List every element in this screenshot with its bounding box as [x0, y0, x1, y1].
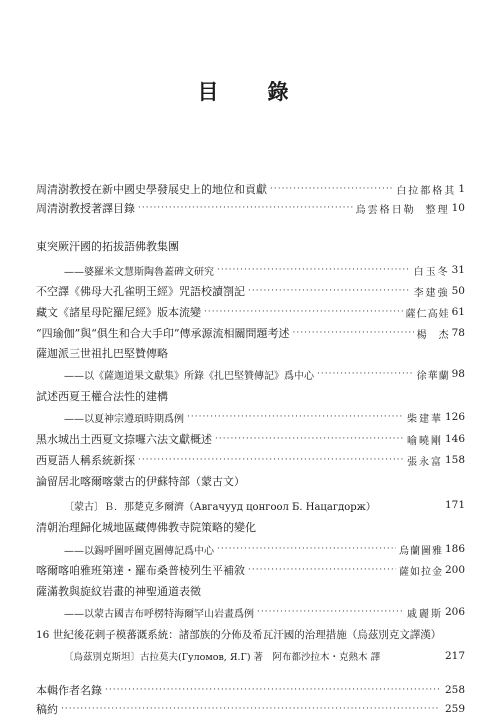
- leader-dots: [204, 304, 403, 320]
- toc-entry-subtitle[interactable]: [36, 648, 465, 664]
- page-title: 目 錄: [197, 79, 303, 104]
- entry-subtitle: ——以錫呼圖呼圖克圖傳記爲中心: [64, 545, 214, 557]
- entry-page: 126: [444, 411, 465, 423]
- leader-dots: [61, 701, 440, 717]
- entry-title: 黑水城出土西夏文捺囉六法文獻概述: [36, 433, 212, 446]
- entry-role: 整理: [425, 204, 450, 216]
- toc-entry-heading[interactable]: [36, 345, 465, 361]
- entry-page: 50: [451, 285, 465, 297]
- leader-dots: [293, 325, 414, 341]
- leader-dots: [270, 181, 393, 197]
- toc-entry-subtitle[interactable]: [36, 409, 465, 425]
- entry-title: 喀爾喀咱雅班第達・羅布桑普棱列生平補敘: [36, 564, 245, 577]
- entry-page: 217: [444, 650, 465, 662]
- toc-entry-subtitle[interactable]: [36, 262, 465, 278]
- entry-subtitle: 〔蒙古〕Ｂ．那楚克多爾濟（Авгачууд цонгоол Б. Нацагдорж）: [64, 501, 376, 513]
- entry-author: 喻曉剛: [406, 435, 443, 447]
- entry-page: 10: [451, 202, 465, 214]
- toc-entry-heading[interactable]: [36, 473, 465, 489]
- toc-entry-subtitle[interactable]: [36, 604, 465, 620]
- toc-entry-contributors[interactable]: [36, 682, 465, 698]
- entry-title: 周清澍教授著譯目錄: [36, 202, 135, 215]
- toc-entry-heading[interactable]: [36, 388, 465, 404]
- entry-author: 白拉都格其: [396, 185, 457, 197]
- toc-entry-heading[interactable]: [36, 626, 465, 642]
- leader-dots: [138, 200, 353, 216]
- entry-title: 清朝治理歸化城地區藏傳佛教寺院策略的變化: [36, 521, 256, 534]
- entry-title: 論留居北喀爾喀蒙古的伊蘇特部（蒙古文）: [36, 475, 245, 488]
- toc-entry[interactable]: [36, 452, 465, 468]
- entry-author: 柴建華: [406, 413, 443, 425]
- toc-entry-heading[interactable]: [36, 238, 465, 254]
- entry-author: 李建強: [413, 287, 450, 299]
- entry-author: 楊 杰: [416, 329, 450, 341]
- entry-page: 1: [458, 183, 465, 195]
- entry-author: 白玉冬: [413, 266, 450, 278]
- entry-author: 張永富: [406, 456, 443, 468]
- entry-author: 烏蘭圖雅: [398, 545, 443, 557]
- entry-title: 薩迦派三世祖扎巴堅贊傳略: [36, 347, 168, 360]
- toc-entry[interactable]: [36, 325, 465, 341]
- entry-page: 146: [444, 433, 465, 445]
- entry-title: 藏文《諸星母陀羅尼經》版本流變: [36, 306, 201, 319]
- toc-entry-submission[interactable]: [36, 701, 465, 717]
- entry-page: 258: [444, 684, 465, 696]
- entry-title: 薩滿教與旋紋岩畫的神聖通道表徵: [36, 585, 201, 598]
- entry-subtitle: ——婆羅米文慧斯陶魯蓋碑文研究: [64, 266, 214, 278]
- entry-title: 16 世紀後花剌子模蕃溉系統：諸部族的分佈及希瓦汗國的治理措施（烏茲別克文譯漢）: [36, 628, 442, 641]
- leader-dots: [105, 682, 440, 698]
- leader-dots: [317, 366, 414, 382]
- entry-title: 西夏語人稱系統新探: [36, 454, 135, 467]
- entry-page: 200: [444, 564, 465, 576]
- entry-author: 烏雲格日勒: [355, 204, 416, 216]
- entry-page: 158: [444, 454, 465, 466]
- toc-entry[interactable]: [36, 283, 465, 299]
- entry-page: 61: [451, 306, 465, 318]
- entry-title: 試述西夏王權合法性的建構: [36, 390, 168, 403]
- entry-page: 78: [451, 327, 465, 339]
- toc-entry-tribute[interactable]: [36, 181, 465, 197]
- entry-title: 稿約: [36, 703, 58, 716]
- toc-entry[interactable]: [36, 304, 465, 320]
- toc-entry-subtitle[interactable]: [36, 541, 465, 557]
- entry-author: 薩如拉金: [398, 566, 443, 578]
- entry-page: 31: [451, 264, 465, 276]
- entry-title: 本輯作者名錄: [36, 684, 102, 697]
- toc-entry-bibliography[interactable]: [36, 200, 465, 216]
- entry-subtitle: 〔烏茲別克斯坦〕古拉莫夫(Гуломов, Я.Г) 著 阿布都沙拉木・克熱木 譯: [64, 652, 381, 663]
- entry-author: 薩仁高娃: [405, 308, 450, 320]
- entry-subtitle: ——以蒙古國吉布呼楞特海爾罕山岩畫爲例: [64, 608, 254, 620]
- toc-entry[interactable]: [36, 431, 465, 447]
- leader-dots: [217, 541, 396, 557]
- leader-dots: [138, 452, 404, 468]
- toc-entry-subtitle[interactable]: [36, 366, 465, 382]
- leader-dots: [257, 604, 404, 620]
- entry-author: 戚麗斯: [406, 608, 443, 620]
- leader-dots: [248, 562, 396, 578]
- leader-dots: [215, 431, 404, 447]
- toc-entry-heading[interactable]: [36, 519, 465, 535]
- entry-page: 186: [444, 543, 465, 555]
- entry-page: 206: [444, 606, 465, 618]
- toc-entry-heading[interactable]: [36, 583, 465, 599]
- entry-page: 98: [451, 368, 465, 380]
- entry-page: 259: [444, 703, 465, 715]
- leader-dots: [187, 409, 404, 425]
- entry-title: “四瑜伽”與“俱生和合大手印”傳承源流相關問題考述: [36, 327, 290, 340]
- entry-title: 東突厥汗國的拓拔語佛教集團: [36, 240, 179, 253]
- toc-entry-subtitle[interactable]: [36, 497, 465, 513]
- entry-subtitle: ——以夏神宗遵頊時期爲例: [64, 413, 184, 425]
- entry-subtitle: ——以《薩迦道果文獻集》所錄《扎巴堅贊傳記》爲中心: [64, 370, 314, 382]
- entry-title: 不空譯《佛母大孔雀明王經》咒語校讀劄記: [36, 285, 245, 298]
- entry-author: 徐華蘭: [416, 370, 450, 382]
- entry-title: 周清澍教授在新中國史學發展史上的地位和貢獻: [36, 183, 267, 196]
- toc-entry[interactable]: [36, 562, 465, 578]
- leader-dots: [217, 262, 411, 278]
- leader-dots: [248, 283, 411, 299]
- entry-page: 171: [444, 499, 465, 511]
